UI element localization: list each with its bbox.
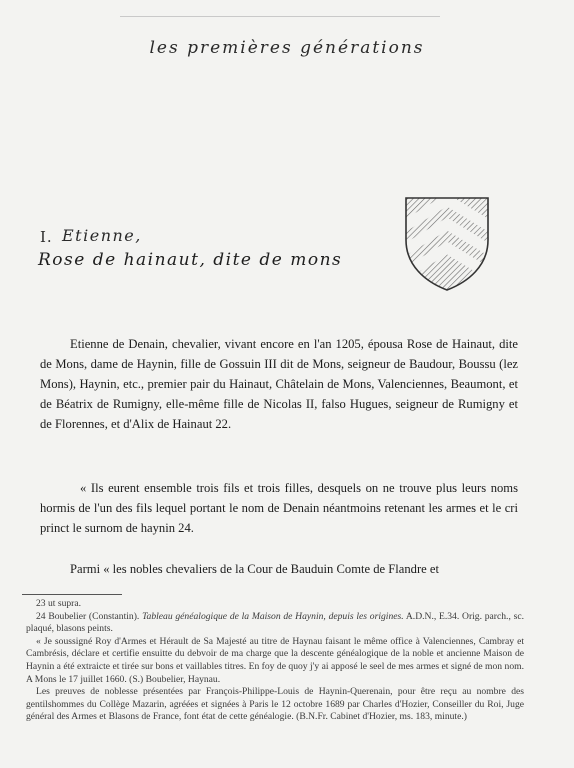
person-name-line1: Etienne, [62,226,142,245]
person-number: I. [40,228,53,246]
footnote-2 [26,611,524,636]
footnote-2-author: 24 Boubelier (Constantin). [36,610,140,622]
body-paragraph-2: « Ils eurent ensemble trois fils et trois filles, desquels on ne trouve plus leurs noms hormis de l'un des fils lequel portant le nom de Denain néantmoins retenant les armes et le cri princt le surnom de haynin 24. [40,481,518,535]
footnote-2-source: A.D.N., E.34. Orig. parch., sc. plaqué, blasons peints. [26,610,524,635]
footnote-rule [22,594,122,595]
body-paragraph-3: Parmi « les nobles chevaliers de la Cour de Bauduin Comte de Flandre et [70,562,439,576]
top-rule [120,16,440,17]
body-paragraph-1: Etienne de Denain, chevalier, vivant encore en l'an 1205, épousa Rose de Hainaut, dite de Mons, dame de Haynin, fille de Gossuin III dit de Mons, seigneur de Baudour, Boussu (lez Mons), Haynin, etc., premier pair du Hainaut, Châtelain de Mons, Valenciennes, Beaumont, et de Béatrix de Rumigny, elle-même fille de Nicolas II, falso Hugues, seigneur de Rumigny et de Florennes, et d'Alix de Hainaut 22. [40,337,518,431]
footnotes [26,598,524,724]
chapter-heading: les premières générations [149,38,425,58]
footnote-2-title: Tableau généalogique de la Maison de Haynin, depuis les origines. [142,610,404,622]
footnote-3: « Je soussigné Roy d'Armes et Hérault de Sa Majesté au titre de Haynau faisant le même office à Valenciennes, Cambray et Cambrésis, déclare et certifie ensuitte du debvoir de ma charge que la descente généalogique de la noble et ancienne Maison de Haynin a été extraicte et tirée sur bons et vaillables titres. En foy de quoy j'y ai apposé le seel de mes armes et signé de mon nom. A Mons le 17 juillet 1660. (S.) Boubelier, Haynau. [26,635,524,685]
person-name-line2: Rose de hainaut, dite de mons [38,250,343,270]
footnote-4: Les preuves de noblesse présentées par François-Philippe-Louis de Haynin-Querenain, pour être reçu au nombre des gentilshommes du Collège Mazarin, agréées et signées à Paris le 12 octobre 1689 par Charles d'Hozier, Conseiller du Roi, Juge général des Armes et Blasons de France, font état de cette généalogie. (B.N.Fr. Cabinet d'Hozier, ms. 183, minute.) [26,686,524,723]
footnote-1: 23 ut supra. [36,598,82,609]
coat-of-arms-chevrons-icon [404,196,490,292]
